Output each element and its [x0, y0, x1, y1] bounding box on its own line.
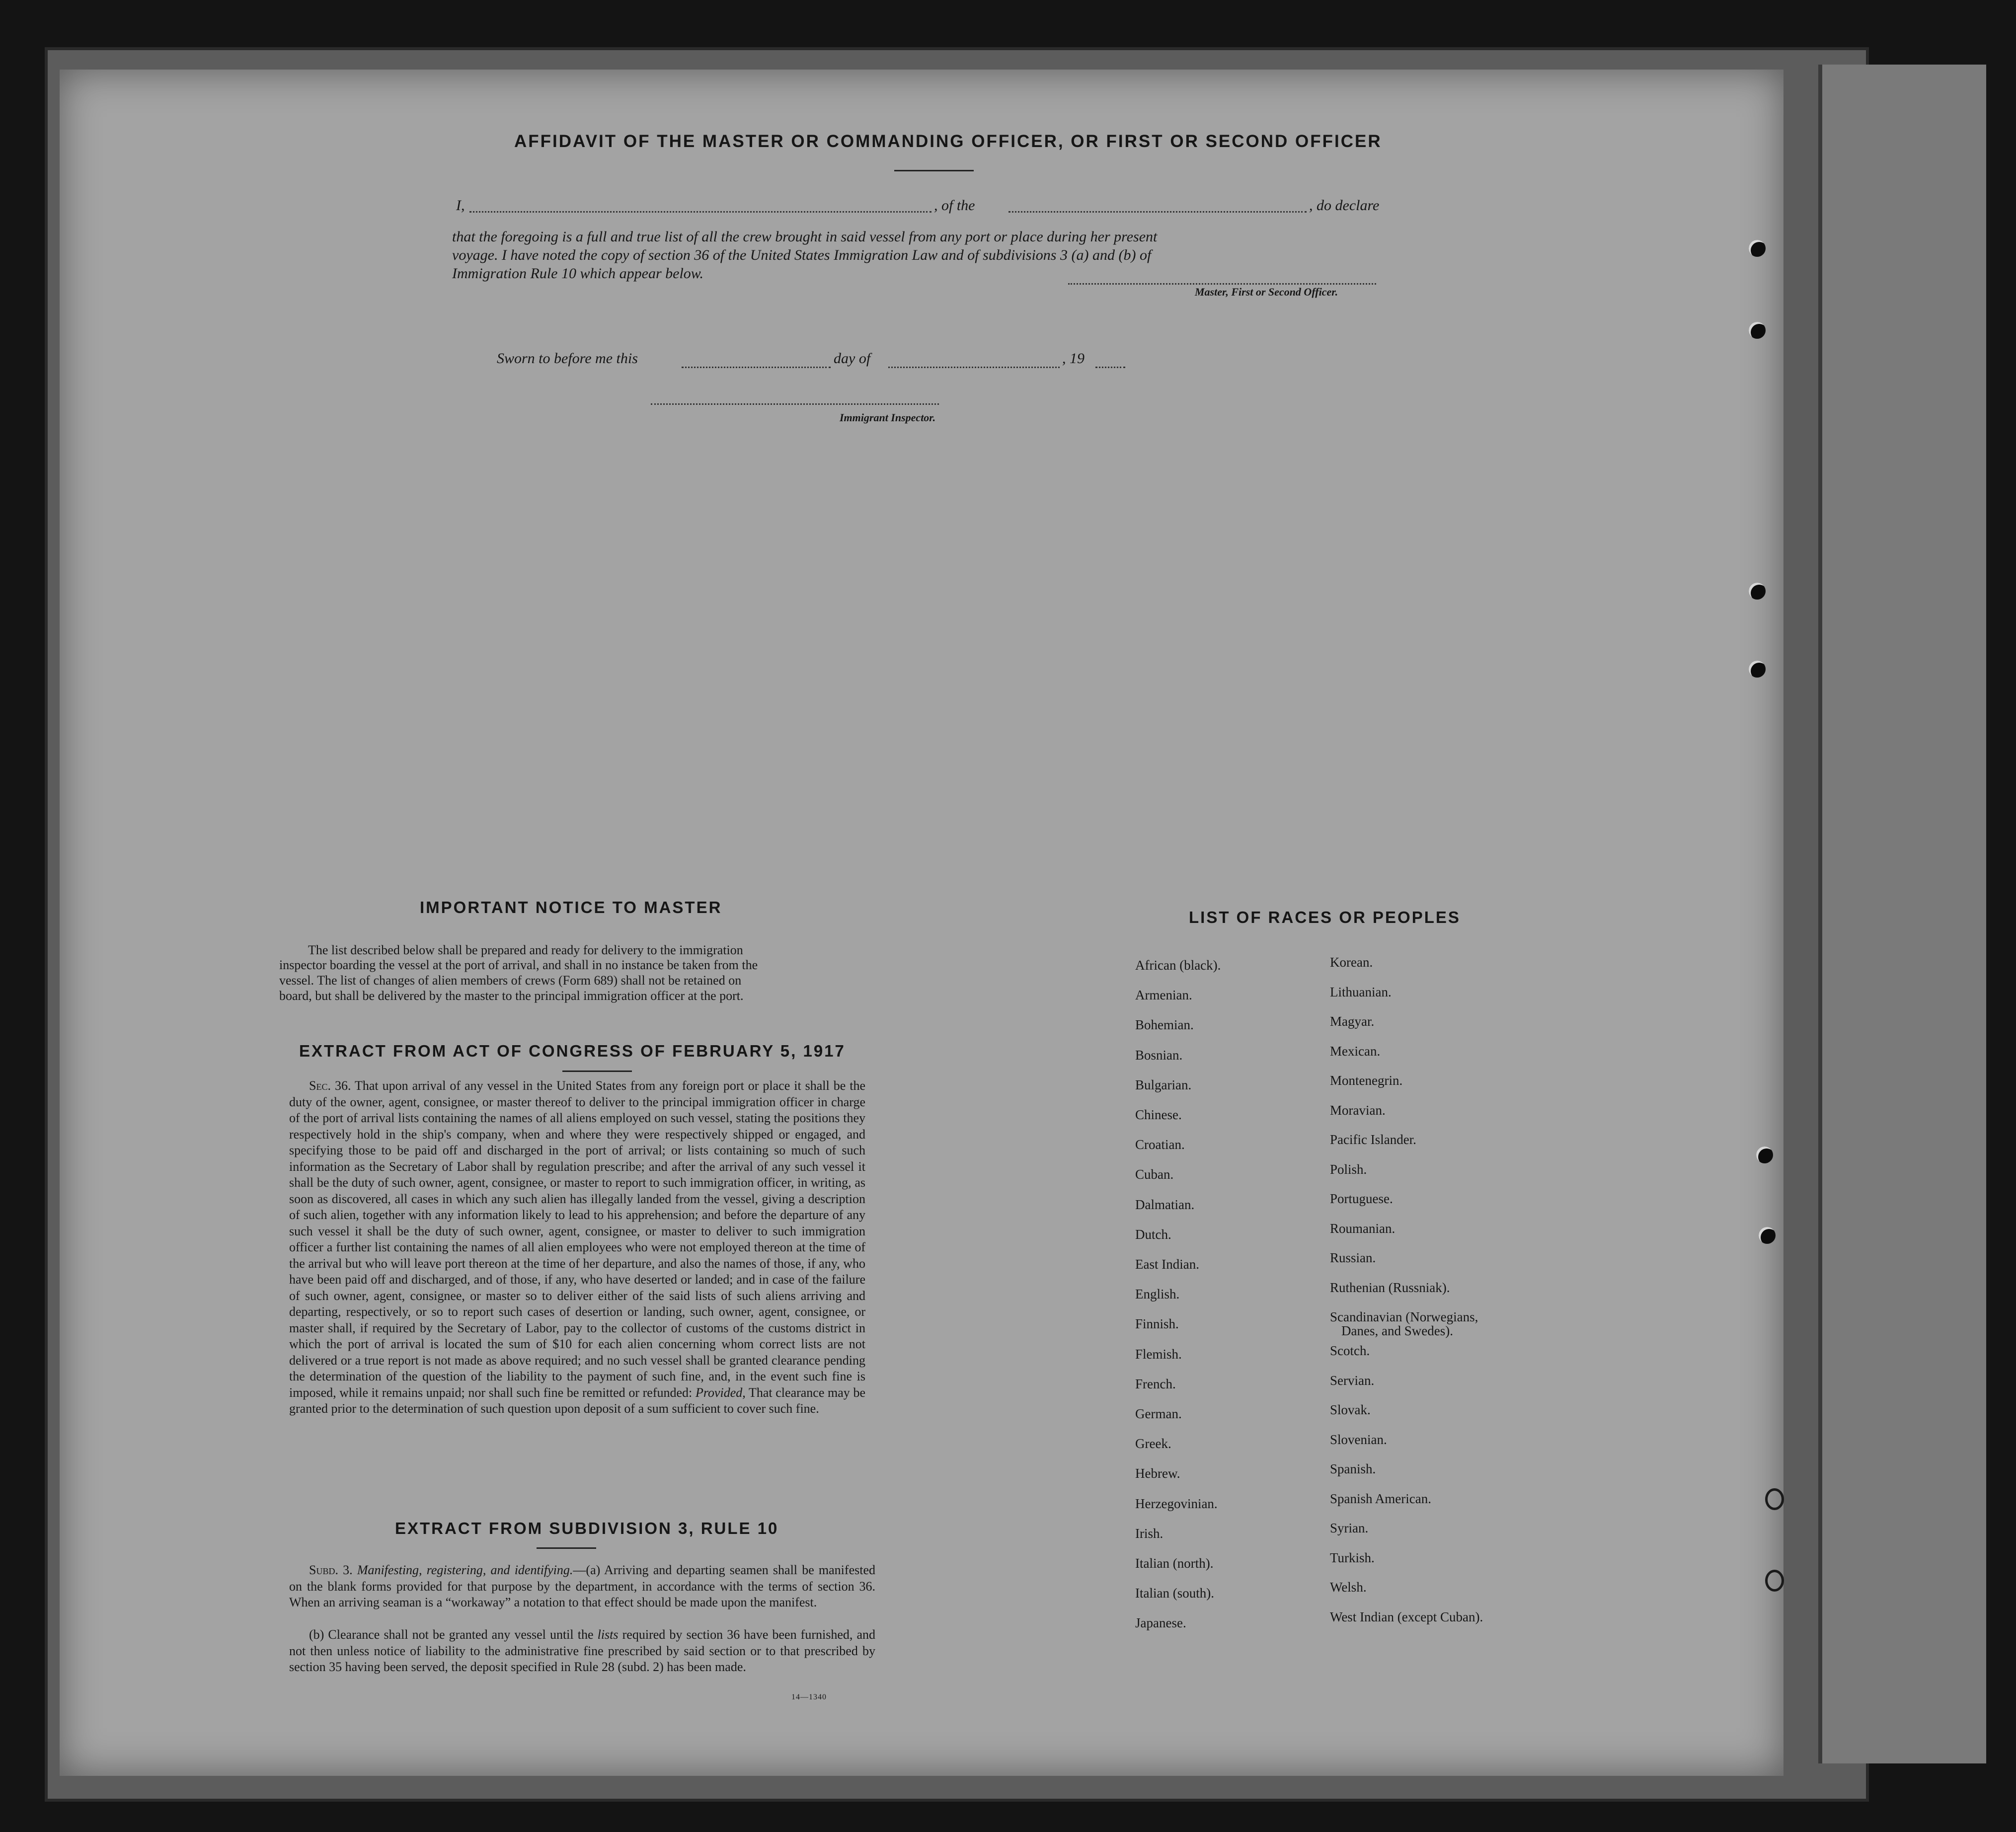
year-label: , 19 — [1062, 350, 1085, 367]
race-list-item: Spanish American. — [1330, 1491, 1431, 1506]
heading-underline — [894, 170, 974, 171]
affidavit-do-declare-label: , do declare — [1309, 197, 1380, 214]
race-list-item: West Indian (except Cuban). — [1330, 1609, 1483, 1624]
race-list-item: Syrian. — [1330, 1521, 1369, 1535]
race-list-item: African (black). — [1135, 958, 1221, 973]
race-list-item: Bohemian. — [1135, 1017, 1194, 1033]
rule-extract-heading: EXTRACT FROM SUBDIVISION 3, RULE 10 — [395, 1519, 779, 1537]
race-list-item: German. — [1135, 1406, 1182, 1421]
notice-heading: IMPORTANT NOTICE TO MASTER — [420, 898, 722, 916]
punch-hole — [1749, 240, 1766, 257]
punch-hole — [1765, 1488, 1784, 1510]
races-heading: LIST OF RACES OR PEOPLES — [1189, 908, 1461, 926]
master-signature-label: Master, First or Second Officer. — [1195, 286, 1338, 298]
punch-hole — [1756, 1146, 1773, 1163]
race-list-item: Turkish. — [1330, 1550, 1375, 1565]
race-list-item: Danes, and Swedes). — [1341, 1323, 1453, 1338]
race-list-item: Irish. — [1135, 1526, 1163, 1541]
act-extract-heading: EXTRACT FROM ACT OF CONGRESS OF FEBRUARY 5, 1917 — [299, 1042, 846, 1060]
race-list-item: Italian (north). — [1135, 1556, 1214, 1571]
sworn-label: Sworn to before me this — [497, 350, 638, 367]
heading-underline — [562, 1070, 632, 1072]
race-list-item: Italian (south). — [1135, 1586, 1214, 1601]
notice-line-2: inspector boarding the vessel at the port of arrival, and shall in no instance be taken from the — [279, 958, 758, 972]
section-36-text: Sec. 36. That upon arrival of any vessel in the United States from any foreign port or place it shall be the duty of the owner, agent, consignee, or master thereof to deliver to the principal immigration officer in charge of the port of arrival lists containing the names of all aliens employed on such vessel, stating the positions they respectively hold in the ship's company, when and where they were respectively shipped or engaged, and specifying those to be paid off and discharged in the port of arrival; or lists containing so much of such information as the Secretary of Labor shall by regulation prescribe; and after the arrival of any such vessel it shall be the duty of such owner, agent, consignee, or master to report to such immigration officer, in writing, as soon as discovered, all cases in which any such alien has illegally landed from the vessel, giving a description of such alien, together with any information likely to lead to his apprehension; and before the departure of any such vessel it shall be the duty of such owner, agent, consignee, or master to deliver to such immigration officer a further list containing the names of all alien employees who were not employed thereon at the time of the arrival but who will leave port thereon at the time of her departure, and also the names of those, if any, who have been paid off and discharged, and of those, if any, who have deserted or landed; and in case of the failure of such owner, agent, consignee, or master so to deliver either of the said lists of such aliens arriving and departing, respectively, or so to report such cases of desertion or landing, such owner, agent, consignee, or master shall, if required by the Secretary of Labor, pay to the collector of customs of the customs district in which the port of arrival is located the sum of $10 for each alien concerning whom correct lists are not delivered or a true report is not made as above required; and no such vessel shall be granted clearance pending the determination of the question of the liability to the payment of such fine, and, in the event such fine is imposed, while it remains unpaid; nor shall such fine be remitted or refunded: Provided, That clearance may be granted prior to the determination of such question upon deposit of a sum sufficient to cover such fine. — [289, 1078, 866, 1416]
race-list-item: Cuban. — [1135, 1167, 1174, 1182]
race-list-item: Lithuanian. — [1330, 984, 1392, 999]
race-list-item: Scotch. — [1330, 1343, 1370, 1358]
notice-line-1: The list described below shall be prepared and ready for delivery to the immigration — [308, 943, 743, 957]
race-list-item: Montenegrin. — [1330, 1073, 1403, 1088]
affidavit-heading: AFFIDAVIT OF THE MASTER OR COMMANDING OFFICER, OR FIRST OR SECOND OFFICER — [514, 132, 1382, 151]
race-list-item: Pacific Islander. — [1330, 1132, 1416, 1147]
race-list-item: Scandinavian (Norwegians, — [1330, 1309, 1478, 1324]
sworn-day-field[interactable] — [682, 367, 831, 368]
race-list-item: Spanish. — [1330, 1461, 1376, 1476]
adjacent-page-edge — [1818, 65, 1986, 1763]
notice-line-4: board, but shall be delivered by the master to the principal immigration officer at the port. — [279, 989, 744, 1003]
race-list-item: Dalmatian. — [1135, 1197, 1195, 1212]
race-list-item: English. — [1135, 1287, 1180, 1302]
race-list-item: Croatian. — [1135, 1137, 1185, 1152]
race-list-item: Korean. — [1330, 955, 1373, 970]
race-list-item: Greek. — [1135, 1436, 1171, 1451]
race-list-item: East Indian. — [1135, 1257, 1199, 1272]
day-of-label: day of — [834, 350, 871, 367]
race-list-item: Mexican. — [1330, 1043, 1381, 1059]
punch-hole — [1749, 583, 1766, 600]
race-list-item: Chinese. — [1135, 1107, 1182, 1122]
race-list-item: French. — [1135, 1376, 1176, 1391]
punch-hole — [1759, 1227, 1776, 1244]
master-name-field[interactable] — [469, 211, 931, 213]
punch-hole — [1749, 322, 1766, 339]
race-list-item: Finnish. — [1135, 1316, 1179, 1332]
race-list-item: Bosnian. — [1135, 1047, 1183, 1063]
race-list-item: Moravian. — [1330, 1102, 1386, 1118]
affidavit-i-label: I, — [456, 197, 465, 214]
race-list-item: Slovenian. — [1330, 1432, 1387, 1447]
master-signature-field[interactable] — [1068, 283, 1376, 285]
inspector-label: Immigrant Inspector. — [840, 411, 936, 424]
affidavit-body-line-1: that the foregoing is a full and true list of all the crew brought in said vessel from any port or place during her present — [452, 229, 1158, 245]
subdivision-b-text: (b) Clearance shall not be granted any vessel until the lists required by section 36 have been furnished, and not then unless notice of liability to the administrative fine prescribed by said section or to that prescribed by section 35 having been served, the deposit specified in Rule 28 (subd. 2) has been made. — [289, 1627, 876, 1674]
document-page — [60, 70, 1783, 1776]
race-list-item: Japanese. — [1135, 1615, 1186, 1631]
affidavit-body-line-2: voyage. I have noted the copy of section 36 of the United States Immigration Law and of subdivisions 3 (a) and (b) of — [452, 247, 1152, 263]
race-list-item: Slovak. — [1330, 1402, 1371, 1417]
heading-underline — [537, 1547, 596, 1549]
subdivision-a-text: Subd. 3. Manifesting, registering, and identifying.—(a) Arriving and departing seamen shall be manifested on the blank forms provided for that purpose by the department, in accordance with the terms of section 36. When an arriving seaman is a “workaway” a notation to that effect should be made upon the manifest. — [289, 1563, 875, 1609]
vessel-name-field[interactable] — [1008, 211, 1307, 213]
sworn-month-field[interactable] — [888, 367, 1060, 368]
race-list-item: Dutch. — [1135, 1226, 1171, 1242]
affidavit-of-the-label: , of the — [934, 197, 975, 214]
race-list-item: Magyar. — [1330, 1014, 1375, 1029]
race-list-item: Flemish. — [1135, 1346, 1182, 1362]
race-list-item: Herzegovinian. — [1135, 1496, 1218, 1511]
punch-hole — [1749, 661, 1766, 678]
affidavit-body-line-3: Immigration Rule 10 which appear below. — [452, 265, 704, 282]
race-list-item: Bulgarian. — [1135, 1077, 1192, 1092]
punch-hole — [1765, 1570, 1784, 1592]
race-list-item: Polish. — [1330, 1161, 1367, 1177]
race-list-item: Portuguese. — [1330, 1191, 1393, 1206]
form-number: 14—1340 — [791, 1693, 827, 1701]
race-list-item: Armenian. — [1135, 988, 1192, 1003]
race-list-item: Servian. — [1330, 1373, 1375, 1388]
sworn-year-field[interactable] — [1095, 367, 1125, 368]
notice-line-3: vessel. The list of changes of alien members of crews (Form 689) shall not be retained on — [279, 973, 742, 988]
inspector-signature-field[interactable] — [651, 403, 939, 405]
race-list-item: Hebrew. — [1135, 1466, 1180, 1481]
race-list-item: Roumanian. — [1330, 1221, 1396, 1236]
race-list-item: Russian. — [1330, 1250, 1376, 1265]
race-list-item: Welsh. — [1330, 1580, 1367, 1595]
race-list-item: Ruthenian (Russniak). — [1330, 1280, 1450, 1295]
